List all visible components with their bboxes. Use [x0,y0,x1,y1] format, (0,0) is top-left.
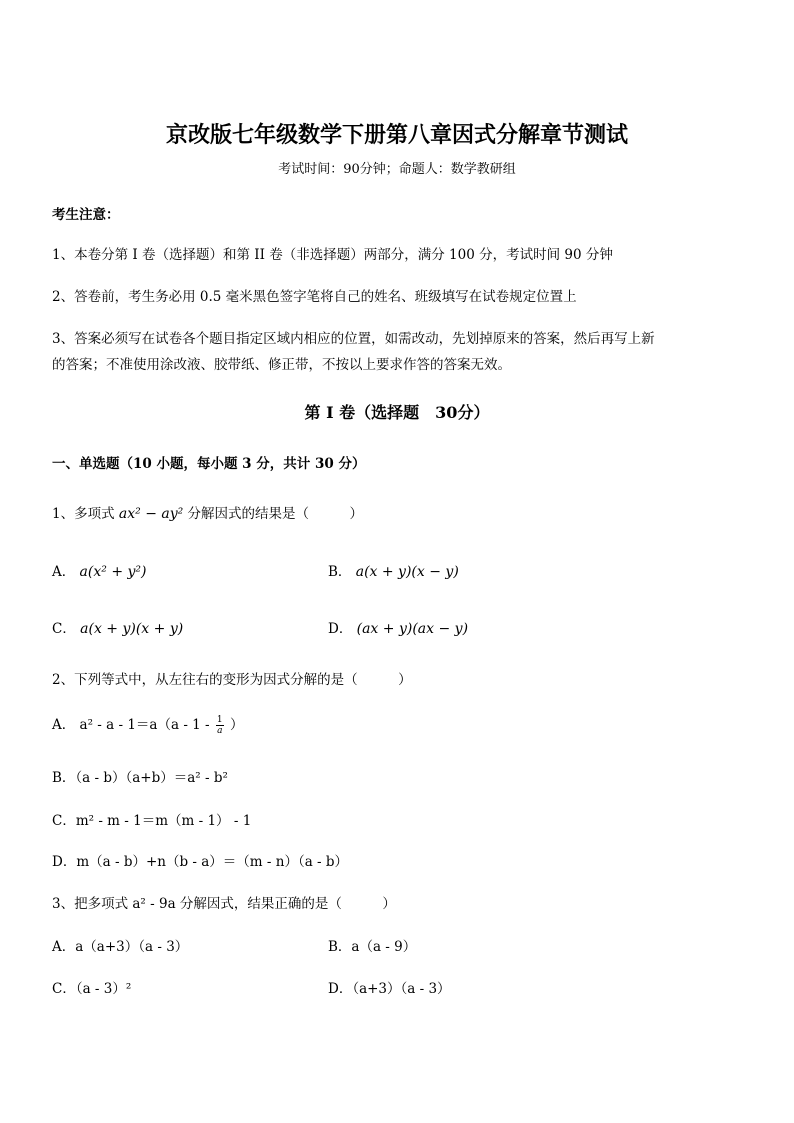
fraction-numerator: 1 [216,715,223,725]
question-2: 2、下列等式中，从左往右的变形为因式分解的是（ ） [52,672,412,688]
question-2-option-c[interactable]: C．m² - m - 1＝m（m - 1） - 1 [52,813,252,829]
notice-heading: 考生注意： [52,207,120,223]
question-1-option-c[interactable] [52,617,183,637]
section-title: 第 I 卷（选择题 30分） [304,403,490,422]
question-3: 3、把多项式 a² - 9a 分解因式，结果正确的是（ ） [52,896,396,912]
part-heading: 一、单选题（10 小题，每小题 3 分，共计 30 分） [52,456,366,472]
notice-item-2: 2、答卷前，考生务必用 0.5 毫米黑色签字笔将自己的姓名、班级填写在试卷规定位置上 [52,289,577,305]
notice-item-3-line2: 的答案；不准使用涂改液、胶带纸、修正带，不按以上要求作答的答案无效。 [52,357,511,373]
question-2-option-d[interactable]: D．m（a - b）+n（b - a）＝（m - n）（a - b） [52,854,349,870]
fraction [216,715,224,736]
question-1-option-d[interactable] [328,617,468,637]
question-2-option-a[interactable] [52,713,243,736]
option-text: (ax + y)(ax − y) [356,621,469,637]
question-1-expression: ax² − ay² [118,506,184,522]
option-label: A． [52,717,76,733]
option-text: a(x² + y²) [79,564,147,580]
question-3-option-d[interactable]: D．（a+3）（a - 3） [328,981,451,997]
notice-item-3-line1: 3、答案必须写在试卷各个题目指定区域内相应的位置，如需改动，先划掉原来的答案，然后再写上新 [52,331,655,347]
option-text-end: ） [229,717,244,733]
notice-item-1: 1、本卷分第 I 卷（选择题）和第 II 卷（非选择题）两部分，满分 100 分，考试时间 90 分钟 [52,247,613,263]
question-3-option-b[interactable]: B．a（a - 9） [328,939,417,955]
option-label: C． [52,621,76,637]
question-1-prefix: 1、多项式 [52,506,115,522]
question-2-option-b[interactable]: B．（a - b）（a+b）＝a² - b² [52,770,228,786]
question-3-option-c[interactable]: C．（a - 3）² [52,981,132,997]
option-label: A． [52,564,76,580]
question-1-suffix: 分解因式的结果是（ ） [187,506,364,522]
question-1-option-a[interactable] [52,560,146,580]
option-text: a(x + y)(x + y) [80,621,184,637]
fraction-denominator: a [217,726,223,736]
question-3-option-a[interactable]: A．a（a+3）（a - 3） [52,939,189,955]
question-1 [52,502,363,522]
exam-info: 考试时间：90分钟；命题人：数学教研组 [278,162,516,177]
option-label: D． [328,621,353,637]
option-label: B． [328,564,352,580]
question-1-option-b[interactable] [328,560,459,580]
page-title: 京改版七年级数学下册第八章因式分解章节测试 [165,122,628,148]
option-text: a² - a - 1＝a（a - 1 - [79,717,210,733]
option-text: a(x + y)(x − y) [355,564,459,580]
